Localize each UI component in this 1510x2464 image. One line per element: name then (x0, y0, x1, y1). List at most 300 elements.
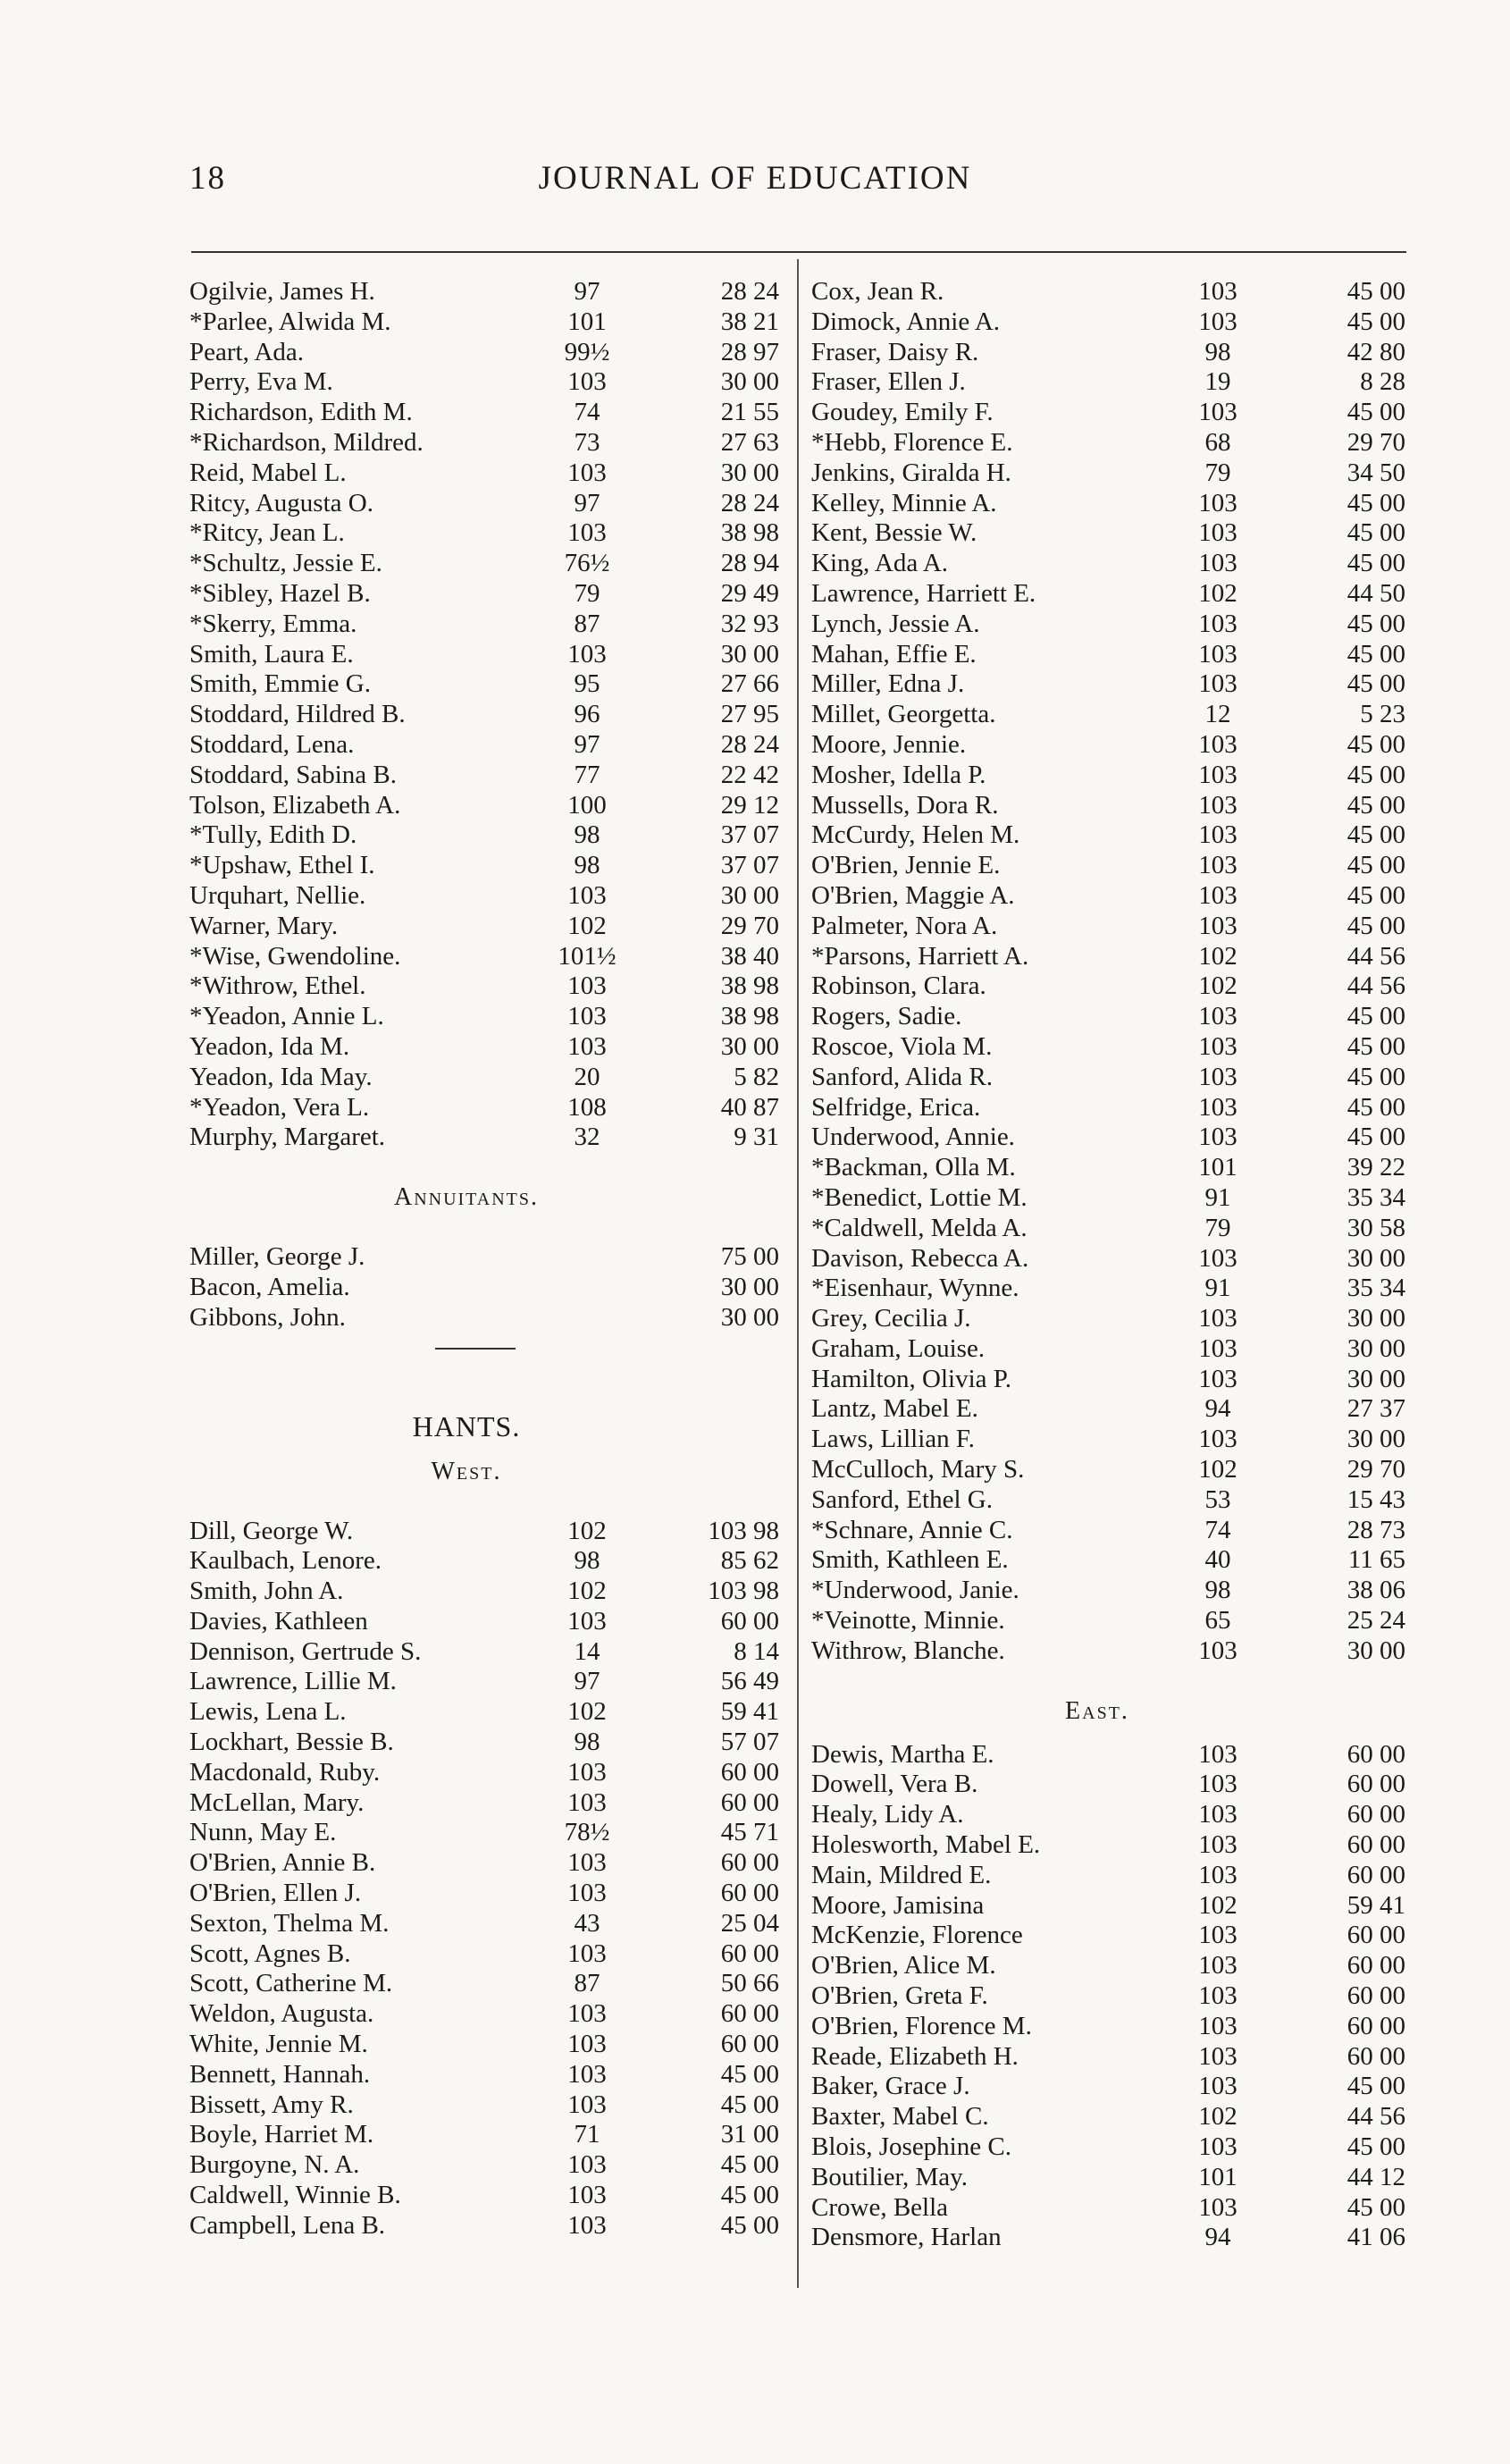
days-taught: 103 (1198, 2132, 1237, 2162)
teacher-name: Boutilier, May. (811, 2162, 968, 2191)
days-taught: 97 (574, 277, 600, 306)
days-taught: 32 (574, 1123, 600, 1152)
table-row (811, 1093, 1410, 1123)
table-row (189, 971, 784, 1002)
table-row (189, 1273, 784, 1303)
table-row (811, 1576, 1410, 1606)
table-row (811, 1981, 1410, 2012)
table-row (189, 730, 784, 761)
table-row (811, 277, 1410, 307)
teacher-name: Ritcy, Augusta O. (189, 488, 373, 517)
days-taught: 103 (1198, 1425, 1237, 1454)
grant-amount: 45 00 (1346, 760, 1405, 789)
days-taught: 103 (1198, 2041, 1237, 2071)
days-taught: 103 (1198, 1062, 1237, 1091)
days-taught: 79 (1204, 1213, 1231, 1242)
days-taught: 103 (567, 518, 607, 548)
table-row (189, 1758, 784, 1788)
days-taught: 103 (1198, 1860, 1237, 1889)
teacher-name: Richardson, Edith M. (189, 398, 413, 427)
table-row (189, 518, 784, 549)
grant-amount: 28 97 (720, 337, 779, 366)
days-taught: 77 (574, 760, 600, 789)
table-row (189, 2150, 784, 2181)
teacher-name: *Backman, Olla M. (811, 1153, 1016, 1182)
table-row (811, 1516, 1410, 1546)
teacher-name: O'Brien, Maggie A. (811, 880, 1015, 910)
table-row (811, 1032, 1410, 1063)
grant-amount: 39 22 (1346, 1153, 1405, 1182)
table-row (189, 942, 784, 972)
teacher-name: Miller, George J. (189, 1242, 365, 1272)
days-taught: 14 (574, 1636, 600, 1666)
days-taught: 102 (1198, 578, 1237, 608)
table-row (189, 700, 784, 730)
grant-amount: 60 00 (720, 1606, 779, 1636)
table-row (811, 1636, 1410, 1667)
grant-amount: 27 63 (720, 427, 779, 457)
grant-amount: 30 00 (1346, 1425, 1405, 1454)
days-taught: 20 (574, 1062, 600, 1091)
grant-amount: 45 00 (1346, 609, 1405, 638)
days-taught: 102 (1198, 1455, 1237, 1484)
table-row (189, 1546, 784, 1577)
table-row (189, 1123, 784, 1153)
grant-amount: 45 00 (1346, 639, 1405, 669)
teacher-name: Nunn, May E. (189, 1818, 337, 1847)
days-taught: 19 (1204, 367, 1231, 397)
days-taught: 103 (567, 971, 607, 1001)
grant-amount: 28 24 (720, 729, 779, 759)
grant-amount: 34 50 (1346, 458, 1405, 487)
days-taught: 103 (1198, 1123, 1237, 1152)
table-row (189, 1939, 784, 1970)
table-row (811, 700, 1410, 730)
table-row (811, 1455, 1410, 1485)
table-row (811, 398, 1410, 428)
grant-amount: 30 00 (720, 880, 779, 910)
table-row (189, 1002, 784, 1032)
table-row (811, 1740, 1410, 1770)
grant-amount: 60 00 (720, 1787, 779, 1817)
grant-amount: 44 56 (1346, 941, 1405, 971)
grant-amount: 30 00 (1346, 1333, 1405, 1363)
grant-amount: 42 80 (1346, 337, 1405, 366)
teacher-name: Dimock, Annie A. (811, 307, 1001, 336)
teacher-name: Blois, Josephine C. (811, 2132, 1011, 2162)
table-row (189, 610, 784, 640)
teacher-name: Perry, Eva M. (189, 367, 333, 397)
table-row (811, 1153, 1410, 1183)
grant-amount: 45 00 (1346, 398, 1405, 427)
days-taught: 68 (1204, 427, 1231, 457)
teacher-name: Smith, John A. (189, 1577, 344, 1606)
teacher-name: Warner, Mary. (189, 911, 339, 940)
teacher-name: *Parsons, Harriett A. (811, 941, 1029, 971)
grant-amount: 35 34 (1346, 1274, 1405, 1303)
teacher-name: McCurdy, Helen M. (811, 820, 1020, 850)
grant-amount: 30 00 (1346, 1636, 1405, 1665)
table-row (189, 307, 784, 338)
grant-amount: 30 00 (720, 367, 779, 397)
grant-amount: 38 98 (720, 518, 779, 548)
table-row (189, 1242, 784, 1273)
teacher-name: *Schultz, Jessie E. (189, 549, 382, 578)
table-row (811, 1951, 1410, 1981)
days-taught: 103 (567, 1606, 607, 1636)
grant-amount: 44 56 (1346, 2102, 1405, 2132)
days-taught: 103 (1198, 911, 1237, 940)
grant-amount: 11 65 (1347, 1545, 1405, 1575)
grant-amount: 45 00 (1346, 488, 1405, 517)
days-taught: 87 (574, 609, 600, 638)
table-row (189, 1607, 784, 1637)
grant-amount: 60 00 (720, 1999, 779, 2029)
grant-amount: 60 00 (720, 1848, 779, 1878)
days-taught: 102 (567, 1516, 607, 1545)
days-taught: 103 (1198, 1636, 1237, 1665)
days-taught: 103 (567, 2181, 607, 2210)
days-taught: 102 (567, 911, 607, 940)
table-row (811, 1545, 1410, 1576)
teacher-name: O'Brien, Ellen J. (189, 1879, 362, 1908)
table-row (189, 428, 784, 458)
days-taught: 98 (1204, 337, 1231, 366)
teacher-name: Selfridge, Erica. (811, 1092, 981, 1122)
table-row (811, 2042, 1410, 2073)
days-taught: 87 (574, 1969, 600, 1998)
left-column (189, 277, 784, 2241)
grant-amount: 28 24 (720, 488, 779, 517)
days-taught: 98 (574, 1546, 600, 1576)
teacher-name: *Upshaw, Ethel I. (189, 851, 375, 880)
table-row (811, 518, 1410, 549)
days-taught: 73 (574, 427, 600, 457)
table-row (189, 1788, 784, 1819)
west-heading: West. (431, 1457, 502, 1485)
days-taught: 102 (1198, 971, 1237, 1001)
table-row (189, 1032, 784, 1063)
days-taught: 40 (1204, 1545, 1231, 1575)
teacher-name: Kelley, Minnie A. (811, 488, 997, 517)
table-row (811, 428, 1410, 458)
table-row (189, 640, 784, 670)
table-row (189, 549, 784, 579)
grant-amount: 45 00 (1346, 2072, 1405, 2101)
teacher-name: Lynch, Jessie A. (811, 609, 980, 638)
table-row (189, 851, 784, 881)
days-taught: 103 (567, 2059, 607, 2089)
grant-amount: 45 00 (1346, 911, 1405, 940)
grant-amount: 45 00 (1346, 2192, 1405, 2222)
table-row (811, 1770, 1410, 1800)
page-header (0, 159, 1510, 213)
days-taught: 103 (1198, 2192, 1237, 2222)
grant-amount: 45 00 (720, 2059, 779, 2089)
table-row (189, 1697, 784, 1728)
teacher-name: *Richardson, Mildred. (189, 427, 424, 457)
days-taught: 102 (1198, 2102, 1237, 2132)
table-row (811, 1123, 1410, 1153)
teacher-name: *Yeadon, Vera L. (189, 1092, 370, 1122)
table-row (811, 761, 1410, 791)
days-taught: 94 (1204, 2223, 1231, 2252)
teacher-name: Bacon, Amelia. (189, 1272, 350, 1301)
table-row (811, 2012, 1410, 2042)
teacher-name: Murphy, Margaret. (189, 1123, 386, 1152)
teacher-name: Moore, Jamisina (811, 1890, 985, 1920)
days-taught: 103 (1198, 488, 1237, 517)
days-taught: 103 (567, 1031, 607, 1061)
days-taught: 103 (1198, 1921, 1237, 1950)
table-row (811, 2163, 1410, 2193)
days-taught: 103 (1198, 1243, 1237, 1273)
days-taught: 102 (1198, 1890, 1237, 1920)
days-taught: 103 (1198, 790, 1237, 820)
days-taught: 103 (567, 2090, 607, 2119)
teacher-name: Scott, Catherine M. (189, 1969, 393, 1998)
days-taught: 43 (574, 1908, 600, 1938)
days-taught: 103 (1198, 639, 1237, 669)
days-taught: 102 (567, 1577, 607, 1606)
days-taught: 103 (1198, 2011, 1237, 2040)
teacher-name: Davison, Rebecca A. (811, 1243, 1029, 1273)
teacher-name: Lantz, Mabel E. (811, 1394, 978, 1424)
days-taught: 103 (1198, 1800, 1237, 1829)
days-taught: 98 (574, 820, 600, 850)
grant-amount: 60 00 (1346, 1951, 1405, 1980)
teacher-name: Palmeter, Nora A. (811, 911, 998, 940)
teacher-name: Baxter, Mabel C. (811, 2102, 989, 2132)
grant-amount: 45 00 (1346, 518, 1405, 548)
table-row (189, 1848, 784, 1879)
teacher-name: O'Brien, Alice M. (811, 1951, 996, 1980)
days-taught: 101 (567, 307, 607, 336)
grant-amount: 30 00 (1346, 1364, 1405, 1393)
table-row (189, 2120, 784, 2150)
teacher-name: Main, Mildred E. (811, 1860, 992, 1889)
grant-amount: 27 95 (720, 700, 779, 729)
days-taught: 103 (1198, 277, 1237, 306)
days-taught: 103 (1198, 851, 1237, 880)
grant-amount: 60 00 (1346, 2011, 1405, 2040)
teacher-name: White, Jennie M. (189, 2030, 368, 2059)
days-taught: 103 (1198, 1304, 1237, 1333)
teacher-name: *Skerry, Emma. (189, 609, 357, 638)
grant-amount: 40 87 (720, 1092, 779, 1122)
table-row (189, 2090, 784, 2121)
grant-amount: 5 23 (1360, 700, 1405, 729)
grant-amount: 60 00 (1346, 1739, 1405, 1769)
days-taught: 103 (1198, 307, 1237, 336)
teacher-name: O'Brien, Florence M. (811, 2011, 1032, 2040)
grant-amount: 22 42 (720, 760, 779, 789)
teacher-name: McCulloch, Mary S. (811, 1455, 1025, 1484)
table-row (811, 489, 1410, 519)
grant-amount: 30 00 (720, 1031, 779, 1061)
grant-amount: 30 00 (1346, 1304, 1405, 1333)
table-row (811, 1800, 1410, 1830)
table-row (189, 1969, 784, 1999)
grant-amount: 15 43 (1346, 1484, 1405, 1514)
teacher-name: Campbell, Lena B. (189, 2210, 386, 2240)
teacher-name: Lawrence, Harriett E. (811, 578, 1036, 608)
annuitants-heading: Annuitants. (393, 1183, 540, 1212)
grant-amount: 35 34 (1346, 1182, 1405, 1212)
table-row (811, 669, 1410, 700)
teacher-name: Weldon, Augusta. (189, 1999, 374, 2029)
grant-amount: 60 00 (1346, 1800, 1405, 1829)
table-row (811, 1485, 1410, 1516)
days-taught: 65 (1204, 1606, 1231, 1636)
days-taught: 79 (1204, 458, 1231, 487)
grant-amount: 25 04 (720, 1908, 779, 1938)
days-taught: 103 (567, 1002, 607, 1031)
table-row (811, 1063, 1410, 1093)
days-taught: 103 (567, 1879, 607, 1908)
grant-amount: 60 00 (720, 2030, 779, 2059)
teacher-name: *Ritcy, Jean L. (189, 518, 345, 548)
grant-amount: 60 00 (1346, 1770, 1405, 1799)
grant-amount: 38 98 (720, 1002, 779, 1031)
table-row (811, 367, 1410, 398)
teacher-name: Scott, Agnes B. (189, 1938, 351, 1968)
grant-amount: 60 00 (720, 1879, 779, 1908)
grant-amount: 38 40 (720, 941, 779, 971)
table-row (189, 458, 784, 489)
table-row (811, 579, 1410, 610)
grant-amount: 103 98 (708, 1577, 779, 1606)
teacher-name: Fraser, Ellen J. (811, 367, 966, 397)
days-taught: 95 (574, 669, 600, 699)
teacher-name: Miller, Edna J. (811, 669, 965, 699)
grant-amount: 9 31 (734, 1123, 779, 1152)
days-taught: 103 (567, 1787, 607, 1817)
days-taught: 96 (574, 700, 600, 729)
east-heading: East. (1065, 1696, 1129, 1725)
teacher-name: Lawrence, Lillie M. (189, 1667, 397, 1696)
teacher-name: Rogers, Sadie. (811, 1002, 962, 1031)
teacher-name: Smith, Emmie G. (189, 669, 371, 699)
teacher-name: Tolson, Elizabeth A. (189, 790, 401, 820)
grant-amount: 44 12 (1346, 2162, 1405, 2191)
table-row (189, 1818, 784, 1848)
days-taught: 91 (1204, 1274, 1231, 1303)
table-row (811, 610, 1410, 640)
teacher-name: Grey, Cecilia J. (811, 1304, 971, 1333)
teacher-name: *Schnare, Annie C. (811, 1515, 1013, 1544)
teacher-name: Kaulbach, Lenore. (189, 1546, 382, 1576)
days-taught: 103 (1198, 1002, 1237, 1031)
grant-amount: 85 62 (720, 1546, 779, 1576)
days-taught: 103 (567, 367, 607, 397)
teacher-name: Mussells, Dora R. (811, 790, 999, 820)
teacher-name: Goudey, Emily F. (811, 398, 994, 427)
table-row (811, 1425, 1410, 1455)
table-row (189, 2060, 784, 2090)
table-row (189, 1303, 784, 1333)
teacher-name: Graham, Louise. (811, 1333, 986, 1363)
table-row (189, 1517, 784, 1547)
days-taught: 103 (1198, 1031, 1237, 1061)
teacher-name: Fraser, Daisy R. (811, 337, 979, 366)
teacher-name: Laws, Lillian F. (811, 1425, 975, 1454)
table-row (189, 1999, 784, 2030)
page-number: 18 (189, 160, 226, 197)
grant-amount: 45 71 (720, 1818, 779, 1847)
days-taught: 103 (1198, 398, 1237, 427)
grant-amount: 8 28 (1360, 367, 1405, 397)
teacher-name: Bissett, Amy R. (189, 2090, 354, 2119)
days-taught: 94 (1204, 1394, 1231, 1424)
grant-amount: 32 93 (720, 609, 779, 638)
grant-amount: 45 00 (1346, 1062, 1405, 1091)
grant-amount: 60 00 (1346, 1921, 1405, 1950)
grant-amount: 37 07 (720, 851, 779, 880)
teacher-name: Davies, Kathleen (189, 1606, 368, 1636)
teacher-name: *Sibley, Hazel B. (189, 578, 371, 608)
teacher-name: Urquhart, Nellie. (189, 880, 366, 910)
teacher-name: Mosher, Idella P. (811, 760, 986, 789)
days-taught: 102 (1198, 941, 1237, 971)
teacher-name: Roscoe, Viola M. (811, 1031, 993, 1061)
table-row (811, 1861, 1410, 1891)
grant-amount: 29 12 (720, 790, 779, 820)
teacher-name: *Parlee, Alwida M. (189, 307, 391, 336)
grant-amount: 30 00 (720, 1272, 779, 1301)
grant-amount: 45 00 (1346, 1002, 1405, 1031)
grant-amount: 59 41 (720, 1697, 779, 1727)
days-taught: 103 (567, 2150, 607, 2180)
teacher-name: Hamilton, Olivia P. (811, 1364, 1011, 1393)
table-row (811, 1891, 1410, 1922)
grant-amount: 45 00 (1346, 549, 1405, 578)
table-row (189, 1577, 784, 1607)
days-taught: 103 (1198, 1981, 1237, 2011)
grant-amount: 38 98 (720, 971, 779, 1001)
grant-amount: 45 00 (1346, 820, 1405, 850)
teacher-name: Gibbons, John. (189, 1302, 346, 1332)
table-row (811, 971, 1410, 1002)
table-row (811, 912, 1410, 942)
days-taught: 99½ (564, 337, 610, 366)
table-row (189, 761, 784, 791)
table-row (811, 2193, 1410, 2224)
days-taught: 103 (1198, 2072, 1237, 2101)
grant-amount: 30 00 (720, 639, 779, 669)
table-row (189, 1879, 784, 1909)
table-row (189, 338, 784, 368)
grant-amount: 25 24 (1346, 1606, 1405, 1636)
teacher-name: Boyle, Harriet M. (189, 2120, 374, 2149)
county-heading: HANTS. (412, 1409, 521, 1442)
days-taught: 100 (567, 790, 607, 820)
teacher-name: Dowell, Vera B. (811, 1770, 978, 1799)
grant-amount: 45 00 (1346, 1031, 1405, 1061)
grant-amount: 45 00 (1346, 277, 1405, 306)
grant-amount: 27 66 (720, 669, 779, 699)
days-taught: 98 (1204, 1576, 1231, 1605)
table-row (189, 1728, 784, 1758)
table-row (811, 881, 1410, 912)
teacher-name: Ogilvie, James H. (189, 277, 375, 306)
table-row (189, 277, 784, 307)
grant-amount: 45 00 (720, 2150, 779, 2180)
days-taught: 103 (567, 639, 607, 669)
table-row (189, 489, 784, 519)
grant-amount: 50 66 (720, 1969, 779, 1998)
table-row (189, 820, 784, 851)
